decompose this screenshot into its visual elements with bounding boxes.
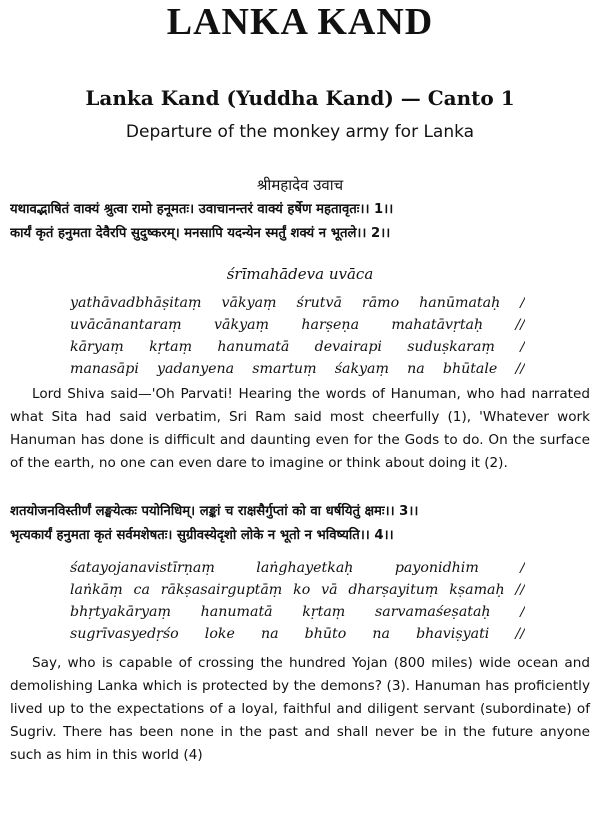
verse-line: शतयोजनविस्तीर्णं लङ्घयेत्कः पयोनिधिम्। लङ्कां च राक्षसैर्गुप्तां को वा धर्षयितुं क्षमः।। 3।। — [10, 504, 419, 519]
translation-paragraph-1: Lord Shiva said—'Oh Parvati! Hearing the words of Hanuman, who had narrated what Sita had said verbatim, Sri Ram said most cheerfully (1), 'Whatever work Hanuman has done is difficult and daunting even for the Gods to do. On the surface of the earth, no one can even dare to imagine or think about doing it (2). — [10, 386, 590, 471]
book-title: LANKA KAND — [166, 1, 434, 43]
verse-line: भृत्यकार्यं हनुमता कृतं सर्वमशेषतः। सुग्रीवस्येदृशो लोके न भूतो न भविष्यति।। 4।। — [10, 528, 394, 543]
translation-paragraph-2: Say, who is capable of crossing the hundred Yojan (800 miles) wide ocean and demolishing Lanka which is protected by the demons? (3). Hanuman has proficiently lived up to the expectations of a loyal, faithful and diligent servant (subordinate) of Sugriv. There has been none in the past and shall never be in the future anyone such as him in this world (4) — [10, 655, 590, 763]
transliteration-line: kāryaṃ kṛtaṃ hanumatā devairapi suduṣkaraṃ / — [70, 339, 525, 355]
verse-line: कार्यं कृतं हनुमता देवैरपि सुदुष्करम्। मनसापि यदन्येन स्मर्तुं शक्यं न भूतले।। 2।। — [10, 226, 391, 241]
verse-line: यथावद्भाषितं वाक्यं श्रुत्वा रामो हनूमतः। उवाचानन्तरं वाक्यं हर्षेण महतावृतः।। 1।। — [10, 202, 394, 217]
canto-title: Lanka Kand (Yuddha Kand) — Canto 1 — [85, 86, 515, 110]
transliteration-line: yathāvadbhāṣitaṃ vākyaṃ śrutvā rāmo hanūmataḥ / — [70, 295, 525, 311]
verses-1-2-transliteration — [70, 292, 525, 380]
transliteration-line: bhṛtyakāryaṃ hanumatā kṛtaṃ sarvamaśeṣataḥ / — [70, 604, 525, 620]
canto-subtitle: Departure of the monkey army for Lanka — [125, 122, 475, 142]
speaker-devanagari: श्रीमहादेव उवाच — [256, 176, 344, 194]
transliteration-line: śatayojanavistīrṇaṃ laṅghayetkaḥ payonidhim / — [70, 560, 525, 576]
transliteration-line: uvācānantaraṃ vākyaṃ harṣeṇa mahatāvṛtaḥ // — [70, 317, 525, 333]
transliteration-line: manasāpi yadanyena smartuṃ śakyaṃ na bhūtale // — [70, 361, 525, 377]
verses-3-4-devanagari — [10, 500, 592, 548]
speaker-transliteration: śrīmahādeva uvāca — [226, 265, 374, 283]
transliteration-line: laṅkāṃ ca rākṣasairguptāṃ ko vā dharṣayituṃ kṣamaḥ // — [70, 582, 525, 598]
verses-1-2-devanagari — [10, 198, 592, 246]
transliteration-line: sugrīvasyedṛśo loke na bhūto na bhaviṣyati // — [70, 626, 525, 642]
verses-3-4-transliteration — [70, 557, 525, 645]
